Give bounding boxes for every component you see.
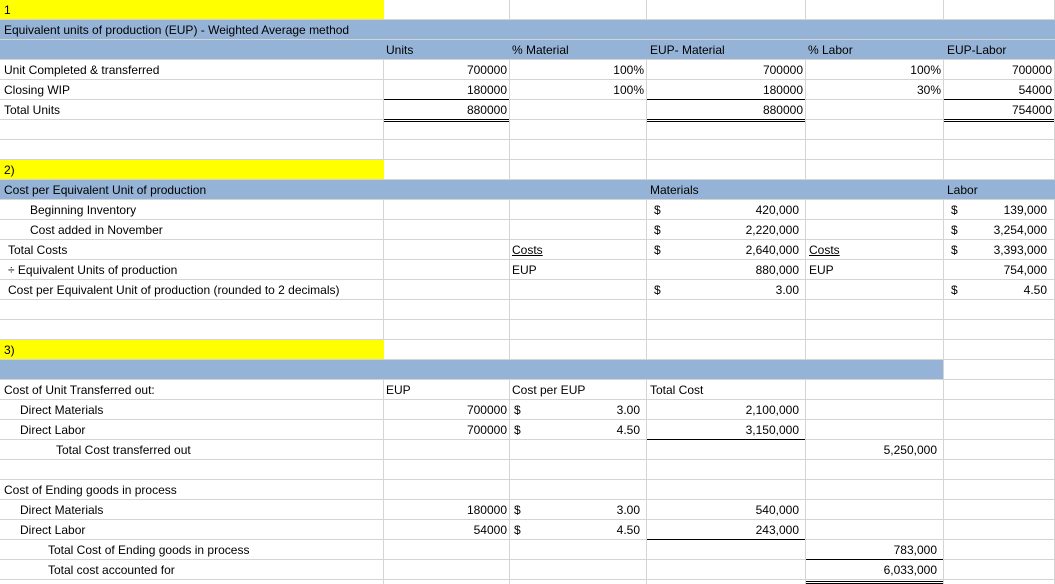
section-marker-highlight [0,160,384,179]
total-transferred-cell[interactable]: 5,250,000 [883,443,937,457]
currency-symbol: $ [514,423,521,437]
sheet-row [0,0,1055,20]
table-row [0,520,1055,540]
currency-symbol: $ [654,223,661,237]
rate-cell[interactable]: 4.50 [616,423,640,437]
labor-eup-cell[interactable]: 754,000 [1003,263,1047,277]
eup-labor-cell[interactable]: 54000 [1018,83,1052,97]
row-label[interactable]: Total Units [4,103,61,117]
materials-beginning-cell[interactable]: 420,000 [755,203,799,217]
sheet-row [0,40,1055,60]
row-label[interactable]: Unit Completed & transferred [4,63,160,77]
eup-labor-cell[interactable]: 754000 [1011,103,1052,117]
total-cell[interactable]: 540,000 [755,503,799,517]
materials-header[interactable]: Materials [650,183,699,197]
materials-per-unit-cell[interactable]: 3.00 [775,283,799,297]
sheet-row [0,340,1055,360]
eup-label[interactable]: EUP [809,263,834,277]
labor-added-cell[interactable]: 3,254,000 [993,223,1047,237]
table-row [0,420,1055,440]
section-3-marker[interactable]: 3) [4,343,15,357]
table-row [0,60,1055,80]
row-label[interactable]: ÷ Equivalent Units of production [8,263,178,277]
table-row [0,480,1055,500]
section-2-title[interactable]: Cost per Equivalent Unit of production [4,183,207,197]
section-1-marker[interactable]: 1 [4,3,11,17]
table-row [0,240,1055,260]
row-label[interactable]: Direct Materials [20,503,104,517]
costs-label[interactable]: Costs [512,243,543,257]
total-cell[interactable]: 2,100,000 [745,403,799,417]
section-marker-highlight [0,0,384,19]
table-row [0,540,1055,560]
materials-added-cell[interactable]: 2,220,000 [745,223,799,237]
row-label[interactable]: Total cost accounted for [48,563,175,577]
total-cell[interactable]: 3,150,000 [745,423,799,437]
cost-per-eup-header[interactable]: Cost per EUP [512,383,586,397]
row-label[interactable]: Cost per Equivalent Unit of production (rounded to 2 decimals) [8,283,340,297]
eup-cell[interactable]: 54000 [473,523,507,537]
header-pct-material[interactable]: % Material [512,43,569,57]
header-units[interactable]: Units [386,43,414,57]
currency-symbol: $ [951,203,958,217]
eup-cell[interactable]: 180000 [466,503,507,517]
table-row [0,80,1055,100]
row-label[interactable]: Total Cost transferred out [56,443,191,457]
row-label[interactable]: Closing WIP [4,83,71,97]
sheet-row [0,300,1055,320]
pct-labor-cell[interactable]: 100% [910,63,941,77]
header-pct-labor[interactable]: % Labor [808,43,853,57]
header-eup-material[interactable]: EUP- Material [650,43,725,57]
row-label[interactable]: Cost added in November [30,223,163,237]
table-row [0,280,1055,300]
sheet-row [0,120,1055,140]
table-row [0,400,1055,420]
sheet-row [0,140,1055,160]
materials-eup-cell[interactable]: 880,000 [755,263,799,277]
sheet-row [0,160,1055,180]
total-cell[interactable]: 243,000 [755,523,799,537]
eup-material-cell[interactable]: 700000 [762,63,803,77]
row-label[interactable]: Beginning Inventory [30,203,137,217]
sheet-row [0,180,1055,200]
section-marker-highlight [0,340,384,359]
table-row [0,440,1055,460]
ending-title[interactable]: Cost of Ending goods in process [4,483,177,497]
transferred-title[interactable]: Cost of Unit Transferred out: [4,383,155,397]
pct-labor-cell[interactable]: 30% [916,83,941,97]
units-cell[interactable]: 700000 [466,63,507,77]
units-cell[interactable]: 880000 [466,103,507,117]
header-eup-labor[interactable]: EUP-Labor [947,43,1007,57]
row-label[interactable]: Direct Materials [20,403,104,417]
labor-beginning-cell[interactable]: 139,000 [1003,203,1047,217]
eup-label[interactable]: EUP [512,263,537,277]
table-row [0,380,1055,400]
currency-symbol: $ [514,523,521,537]
table-row [0,220,1055,240]
row-label[interactable]: Total Costs [8,243,68,257]
table-row [0,500,1055,520]
materials-total-cell[interactable]: 2,640,000 [745,243,799,257]
labor-header[interactable]: Labor [947,183,978,197]
rate-cell[interactable]: 4.50 [616,523,640,537]
currency-symbol: $ [514,503,521,517]
row-label[interactable]: Direct Labor [20,523,86,537]
currency-symbol: $ [951,243,958,257]
total-cost-header[interactable]: Total Cost [650,383,704,397]
units-cell[interactable]: 180000 [466,83,507,97]
sheet-row [0,20,1055,40]
table-row [0,200,1055,220]
pct-material-cell[interactable]: 100% [613,83,644,97]
section-1-title[interactable]: Equivalent units of production (EUP) - Weighted Average method [4,23,350,37]
table-row [0,560,1055,580]
pct-material-cell[interactable]: 100% [613,63,644,77]
eup-material-cell[interactable]: 180000 [762,83,803,97]
total-accounted-cell[interactable]: 6,033,000 [883,563,937,577]
row-label[interactable]: Direct Labor [20,423,86,437]
currency-symbol: $ [951,223,958,237]
sheet-row [0,360,1055,380]
sheet-row [0,320,1055,340]
currency-symbol: $ [654,243,661,257]
header-band [0,360,943,379]
table-row [0,260,1055,280]
section-2-marker[interactable]: 2) [4,163,15,177]
currency-symbol: $ [654,283,661,297]
eup-cell[interactable]: 700000 [466,423,507,437]
sheet-row [0,460,1055,480]
rate-cell[interactable]: 3.00 [616,403,640,417]
rate-cell[interactable]: 3.00 [616,503,640,517]
costs-label[interactable]: Costs [809,243,840,257]
currency-symbol: $ [654,203,661,217]
eup-material-cell[interactable]: 880000 [762,103,803,117]
row-label[interactable]: Total Cost of Ending goods in process [48,543,250,557]
currency-symbol: $ [951,283,958,297]
eup-cell[interactable]: 700000 [466,403,507,417]
currency-symbol: $ [514,403,521,417]
labor-per-unit-cell[interactable]: 4.50 [1023,283,1047,297]
eup-header[interactable]: EUP [386,383,411,397]
labor-total-cell[interactable]: 3,393,000 [993,243,1047,257]
table-row [0,100,1055,120]
eup-labor-cell[interactable]: 700000 [1011,63,1052,77]
total-ending-cell[interactable]: 783,000 [893,543,937,557]
